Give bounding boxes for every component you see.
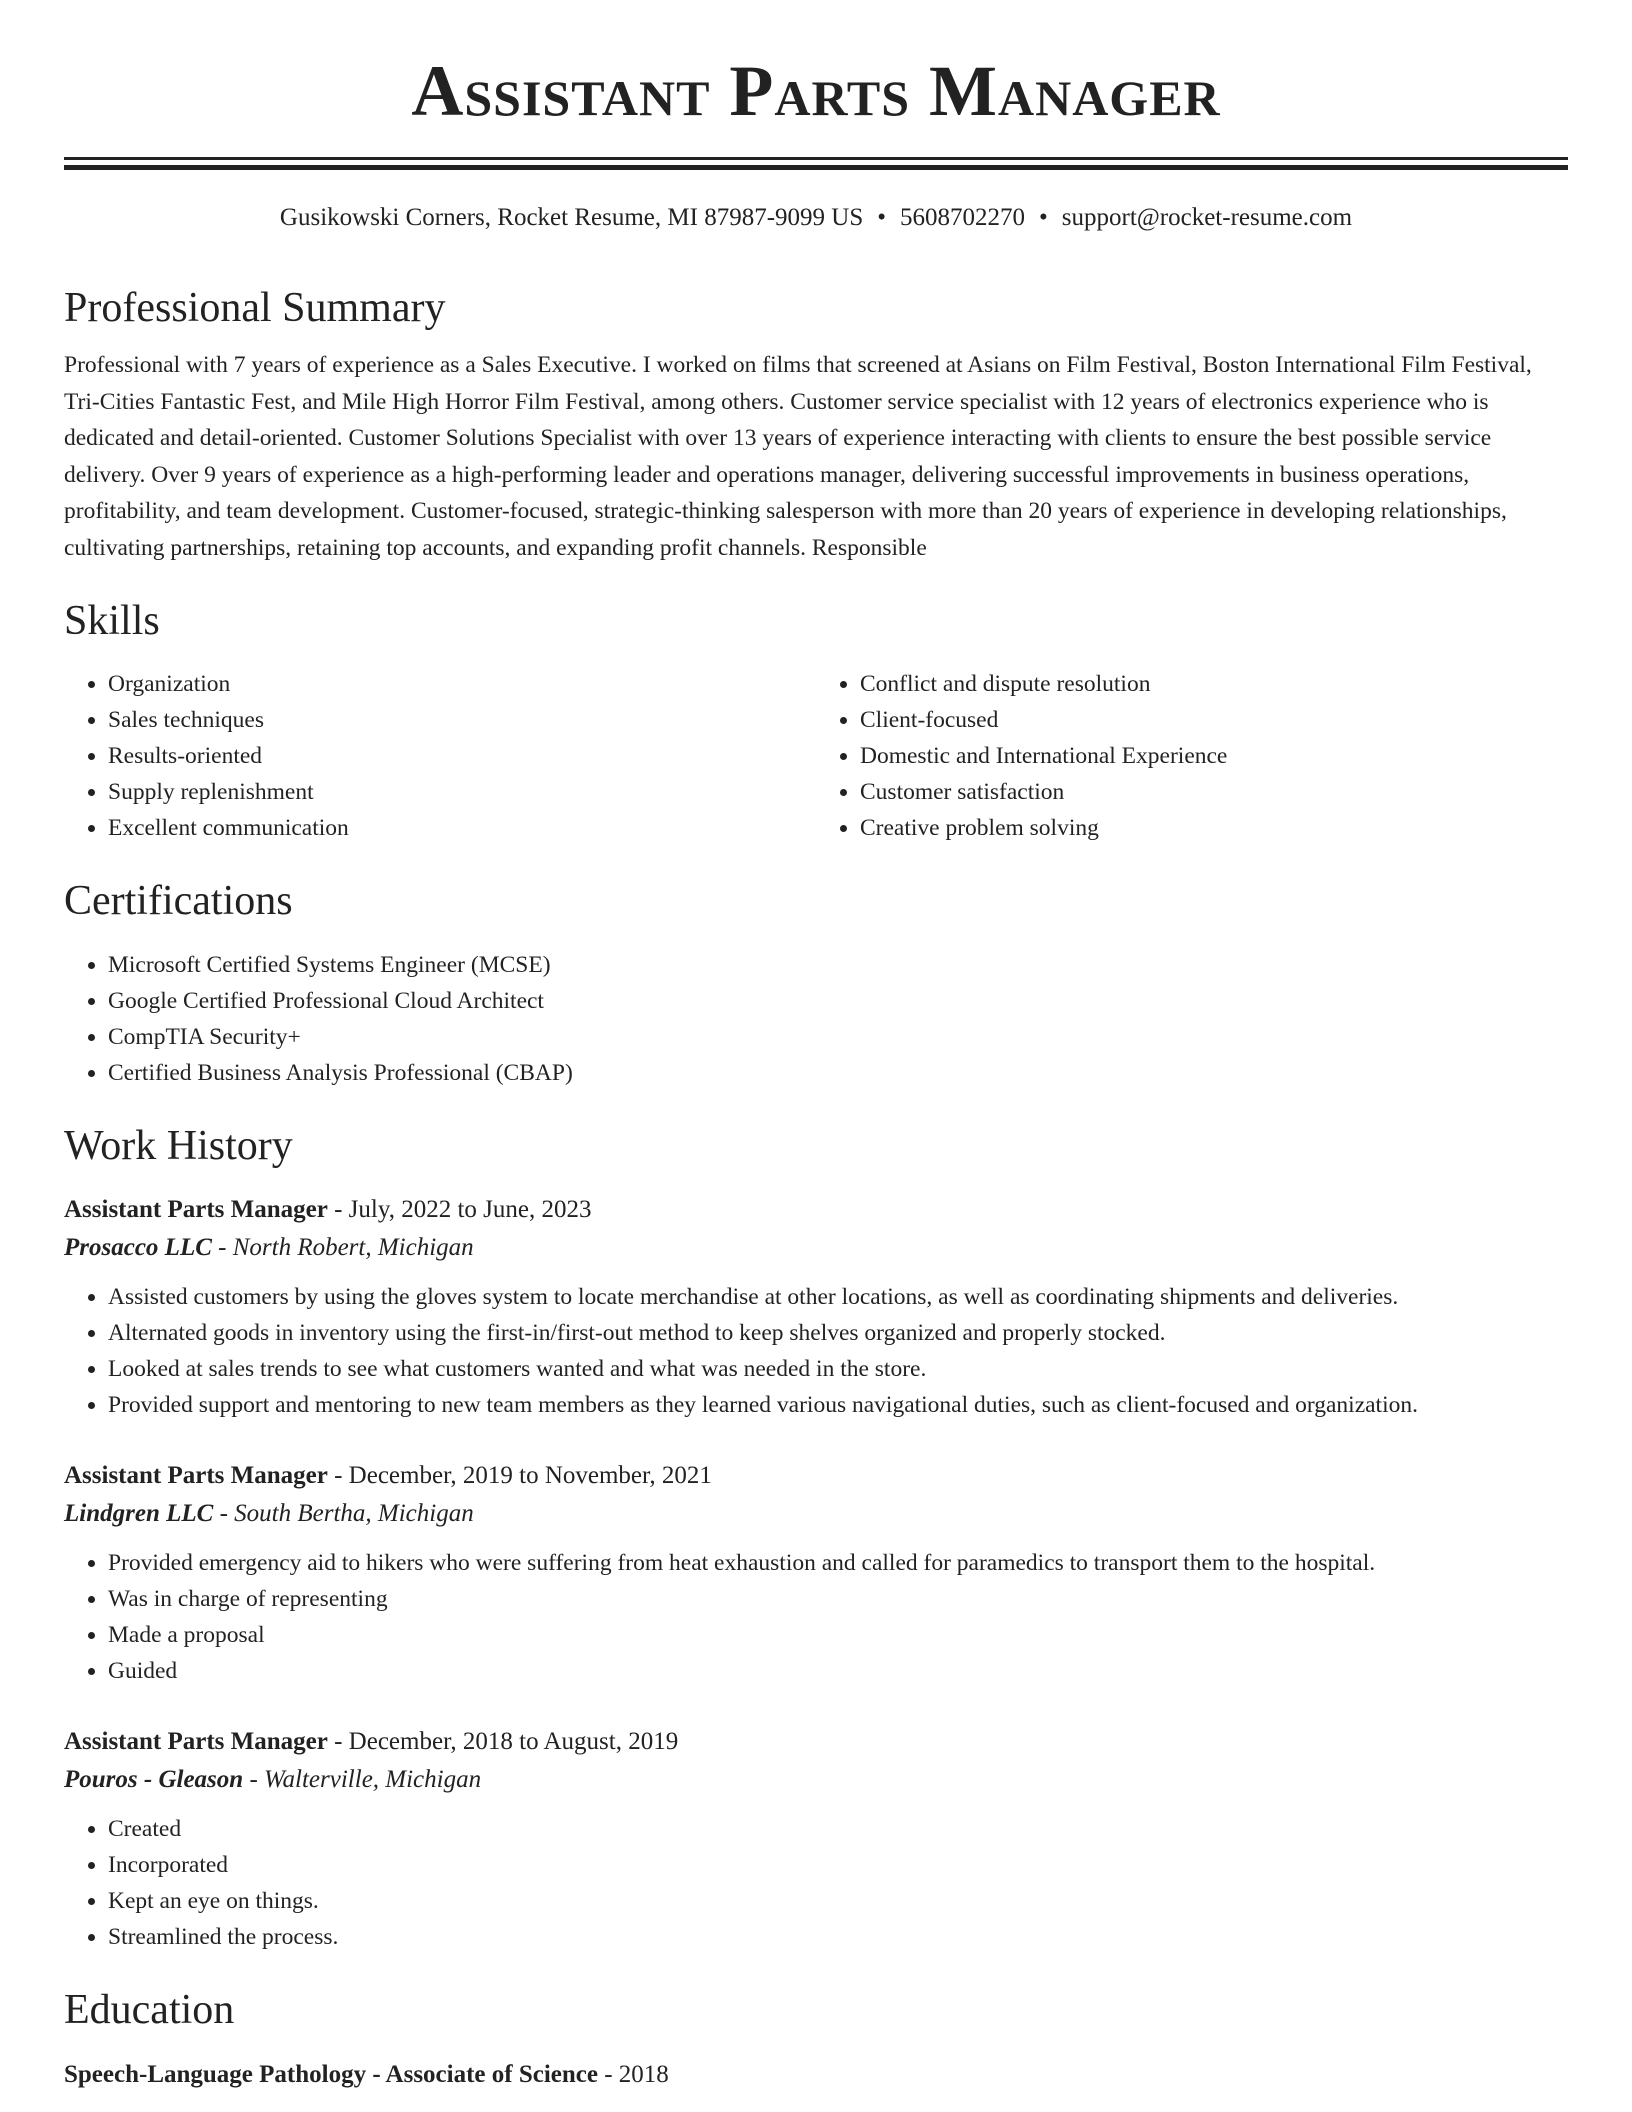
work-history-section — [64, 1121, 1568, 1955]
job-header — [64, 1457, 1568, 1495]
skills-section — [64, 596, 1568, 846]
contact-line — [64, 202, 1568, 235]
skill-item: • Customer satisfaction — [860, 774, 1568, 810]
job-dates: - July, 2022 to June, 2023 — [327, 1196, 592, 1224]
job-dates: - December, 2019 to November, 2021 — [327, 1462, 712, 1490]
skill-item: • Creative problem solving — [860, 810, 1568, 846]
summary-heading: Professional Summary — [64, 284, 446, 331]
job-duty: • Created — [108, 1811, 1568, 1847]
skills-grid — [64, 666, 1568, 846]
contact-email: support@rocket-resume.com — [1061, 204, 1353, 232]
job-header — [64, 1191, 1568, 1229]
job-duty: • Provided support and mentoring to new team members as they learned various navigational duties, such as client-focused and organization. — [108, 1387, 1568, 1423]
job-duty: • Streamlined the process. — [108, 1919, 1568, 1955]
job-entry — [64, 1457, 1568, 1689]
education-year: - 2018 — [597, 2060, 669, 2088]
job-company: Lindgren LLC — [64, 1500, 214, 1528]
contact-phone: 5608702270 — [900, 204, 1025, 232]
job-company: Prosacco LLC — [64, 1234, 212, 1262]
skill-item: • Sales techniques — [108, 702, 816, 738]
skill-item: • Results-oriented — [108, 738, 816, 774]
education-heading: Education — [64, 1987, 235, 2034]
job-title: Assistant Parts Manager — [64, 1728, 328, 1756]
skill-item: • Domestic and International Experience — [860, 738, 1568, 774]
job-duty: • Alternated goods in inventory using the first-in/first-out method to keep shelves organized and properly stocked. — [108, 1315, 1568, 1351]
summary-text: Professional with 7 years of experience as a Sales Executive. I worked on films that screened at Asians on Film Festival, Boston International Film Festival, Tri-Cities Fantastic Fest, and Mile High Horror Film Festival, among others. Customer service specialist with 12 years of electronics experience who is dedicated and detail-oriented. Customer Solutions Specialist with over 13 years of experience interacting with clients to ensure the best possible service delivery. Over 9 years of experience as a high-performing leader and operations manager, delivering successful improvements in business operations, profitability, and team development. Customer-focused, strategic-thinking salesperson with more than 20 years of experience in developing relationships, cultivating partnerships, retaining top accounts, and expanding profit channels. Responsible — [64, 352, 1532, 561]
job-location: - Walterville, Michigan — [243, 1766, 482, 1794]
certification-item: • Certified Business Analysis Professional (CBAP) — [108, 1055, 1568, 1091]
certifications-heading: Certifications — [64, 878, 293, 925]
job-title: Assistant Parts Manager — [64, 1462, 328, 1490]
job-location: - South Bertha, Michigan — [213, 1500, 474, 1528]
education-section — [64, 1985, 1568, 2093]
certifications-list — [64, 947, 1568, 1091]
skill-item: • Organization — [108, 666, 816, 702]
job-duty: • Provided emergency aid to hikers who were suffering from heat exhaustion and called for paramedics to transport them to the hospital. — [108, 1545, 1568, 1581]
job-company: Pouros - Gleason — [64, 1766, 244, 1794]
contact-separator: • — [877, 204, 886, 232]
certifications-section — [64, 876, 1568, 1090]
job-duty: • Guided — [108, 1653, 1568, 1689]
education-degree: Speech-Language Pathology - Associate of Science — [64, 2060, 598, 2088]
education-entry — [64, 2056, 1568, 2094]
job-entry — [64, 1191, 1568, 1423]
work-history-heading: Work History — [64, 1122, 293, 1169]
job-duty: • Was in charge of representing — [108, 1581, 1568, 1617]
job-duty: • Kept an eye on things. — [108, 1883, 1568, 1919]
job-company-line — [64, 1229, 1568, 1267]
job-entry — [64, 1723, 1568, 1955]
contact-address: Gusikowski Corners, Rocket Resume, MI 87987-9099 US — [279, 204, 864, 232]
job-company-line — [64, 1495, 1568, 1533]
job-dates: - December, 2018 to August, 2019 — [327, 1728, 679, 1756]
job-duty: • Incorporated — [108, 1847, 1568, 1883]
skills-list-right — [816, 666, 1568, 846]
job-duties — [64, 1811, 1568, 1955]
certification-item: • CompTIA Security+ — [108, 1019, 1568, 1055]
skills-list-left — [64, 666, 816, 846]
resume-page — [64, 0, 1568, 2094]
skills-heading: Skills — [64, 598, 160, 645]
job-company-line — [64, 1761, 1568, 1799]
job-duties — [64, 1545, 1568, 1689]
summary-section — [64, 283, 1568, 566]
job-duty: • Assisted customers by using the gloves system to locate merchandise at other locations, as well as coordinating shipments and deliveries. — [108, 1279, 1568, 1315]
job-duties — [64, 1279, 1568, 1423]
skill-item: • Conflict and dispute resolution — [860, 666, 1568, 702]
certification-item: • Microsoft Certified Systems Engineer (MCSE) — [108, 947, 1568, 983]
skill-item: • Client-focused — [860, 702, 1568, 738]
contact-separator: • — [1039, 204, 1048, 232]
header-divider — [64, 157, 1568, 170]
job-duty: • Looked at sales trends to see what customers wanted and what was needed in the store. — [108, 1351, 1568, 1387]
resume-name: Assistant Parts Manager — [411, 51, 1221, 131]
job-title: Assistant Parts Manager — [64, 1196, 328, 1224]
certification-item: • Google Certified Professional Cloud Architect — [108, 983, 1568, 1019]
job-header — [64, 1723, 1568, 1761]
skill-item: • Excellent communication — [108, 810, 816, 846]
skill-item: • Supply replenishment — [108, 774, 816, 810]
job-duty: • Made a proposal — [108, 1617, 1568, 1653]
job-location: - North Robert, Michigan — [211, 1234, 474, 1262]
